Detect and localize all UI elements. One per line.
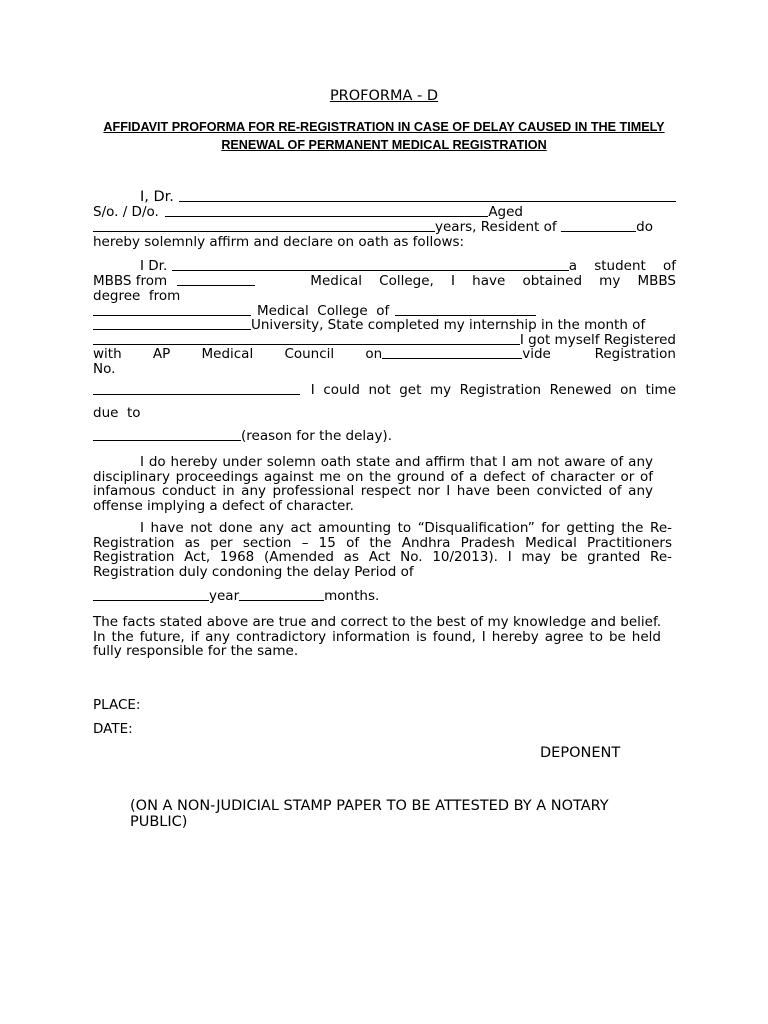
- subtitle-line-2: RENEWAL OF PERMANENT MEDICAL REGISTRATION: [221, 138, 547, 152]
- mbbs-line: [93, 274, 676, 289]
- name-blank: [179, 200, 676, 202]
- renewed-line: [93, 383, 676, 398]
- residence-blank: [561, 230, 637, 232]
- medical-label: Medical: [201, 346, 254, 362]
- vide-label: vide: [522, 346, 551, 362]
- council-label: Council: [284, 346, 335, 362]
- delay-period-line: [93, 589, 393, 604]
- registration-no-blank: [93, 393, 300, 395]
- deponent-label: DEPONENT: [540, 745, 621, 761]
- registered-line: [93, 333, 676, 348]
- delay-years-blank: [93, 599, 209, 601]
- stamp-note: [130, 798, 660, 830]
- no-label: No.: [93, 361, 116, 377]
- renewed-label: I could not get my Registration Renewed on time: [310, 382, 676, 398]
- medical-college-of-label: Medical College of: [257, 303, 390, 319]
- months-label: months.: [324, 588, 380, 604]
- years-line: [93, 220, 653, 235]
- disqualification-text: I have not done any act amounting to “Disqualification” for getting the Re-Registration as per section – 15 of the Andhra Pradesh Medical Practitioners Registration Act, 1968 (Amended as Act No. 10/2013). I may be granted Re-Registration duly condoning the delay Period of: [93, 520, 672, 580]
- do-label: do: [636, 219, 653, 235]
- delay-months-blank: [239, 599, 324, 601]
- student-of-label: a student of: [568, 258, 676, 274]
- university-label: University, State completed my internship in the month of: [251, 317, 646, 333]
- reason-line: [93, 429, 413, 444]
- p2-idr-line: [140, 259, 676, 274]
- year-label: year: [209, 588, 240, 604]
- facts-text: The facts stated above are true and correct to the best of my knowledge and belief. In the future, if any contradictory information is found, I hereby agree to be held fully responsible for the same.: [93, 614, 661, 660]
- age-blank: [93, 230, 435, 232]
- university-blank: [93, 328, 251, 330]
- aged-label: Aged: [488, 204, 523, 220]
- so-line: [93, 205, 523, 220]
- disciplinary-paragraph: [93, 455, 653, 513]
- council-line: [93, 347, 676, 362]
- disciplinary-text: I do hereby under solemn oath state and affirm that I am not aware of any disciplinary proceedings against me on the ground of a defect of character or of infamous conduct in any professional respect nor I have been convicted of any offense implying a defect of character.: [93, 454, 653, 514]
- registered-label: I got myself Registered: [519, 332, 676, 348]
- due-to-label: due to: [93, 405, 141, 421]
- page-title: PROFORMA - D: [329, 88, 439, 104]
- date-label: DATE:: [93, 721, 133, 737]
- on-label: on: [365, 346, 383, 362]
- with-label: with: [93, 346, 122, 362]
- reason-label: (reason for the delay).: [241, 428, 392, 444]
- degree-college-blank: [93, 314, 251, 316]
- idr-line: [140, 190, 676, 205]
- registration-label: Registration: [594, 346, 676, 362]
- father-name-blank: [165, 215, 488, 217]
- mbbs-from-label: MBBS from: [93, 273, 168, 289]
- mbbs-college-blank: [177, 284, 255, 286]
- idr-label: I, Dr.: [140, 189, 174, 205]
- p2-name-blank: [172, 269, 568, 271]
- university-line: [93, 318, 676, 333]
- p2-idr-label: I Dr.: [140, 258, 168, 274]
- ap-label: AP: [152, 346, 171, 362]
- affirm-line: hereby solemnly affirm and declare on oath as follows:: [93, 234, 465, 250]
- internship-month-blank: [93, 343, 520, 345]
- years-label: years, Resident of: [435, 219, 557, 235]
- reason-blank: [93, 439, 241, 441]
- so-label: S/o. / D/o.: [93, 204, 159, 220]
- subtitle-line-1: AFFIDAVIT PROFORMA FOR RE-REGISTRATION IN CASE OF DELAY CAUSED IN THE TIMELY: [103, 120, 665, 134]
- facts-paragraph: [93, 615, 661, 659]
- disqualification-paragraph: [93, 521, 672, 579]
- medical-college-label: Medical College, I have obtained my MBBS: [310, 273, 676, 289]
- college-location-blank: [395, 314, 536, 316]
- registration-date-blank: [382, 357, 522, 359]
- stamp-note-text: (ON A NON-JUDICIAL STAMP PAPER TO BE ATTESTED BY A NOTARY PUBLIC): [130, 798, 609, 830]
- place-label: PLACE:: [93, 697, 141, 713]
- degree-from-label: degree from: [93, 288, 181, 304]
